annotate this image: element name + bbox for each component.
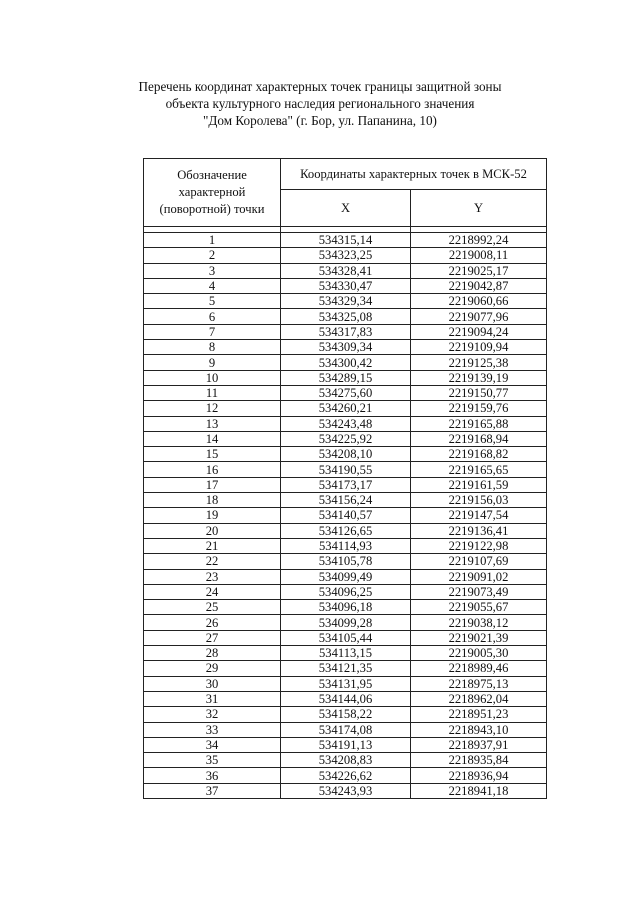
point-number-cell: 9 (144, 355, 281, 370)
y-coordinate-cell: 2218935,84 (411, 753, 547, 768)
point-number-cell: 3 (144, 263, 281, 278)
table-row (144, 294, 547, 309)
table-row (144, 477, 547, 492)
x-coordinate-cell: 534173,17 (281, 477, 411, 492)
x-coordinate-cell: 534096,25 (281, 584, 411, 599)
x-coordinate-cell: 534174,08 (281, 722, 411, 737)
x-coordinate-cell: 534191,13 (281, 737, 411, 752)
y-coordinate-cell: 2219094,24 (411, 324, 547, 339)
y-coordinate-cell: 2219161,59 (411, 477, 547, 492)
point-number-cell: 22 (144, 554, 281, 569)
title-line-3: "Дом Королева" (г. Бор, ул. Папанина, 10) (203, 113, 437, 128)
y-coordinate-cell: 2219165,88 (411, 416, 547, 431)
x-coordinate-cell: 534105,78 (281, 554, 411, 569)
title-line-1: Перечень координат характерных точек границы защитной зоны (138, 79, 502, 94)
table-row (144, 768, 547, 783)
y-coordinate-cell: 2219156,03 (411, 493, 547, 508)
x-coordinate-cell: 534158,22 (281, 707, 411, 722)
y-coordinate-cell: 2219139,19 (411, 370, 547, 385)
table-row (144, 737, 547, 752)
point-number-cell: 25 (144, 600, 281, 615)
point-number-cell: 11 (144, 385, 281, 400)
point-number-cell: 14 (144, 431, 281, 446)
x-coordinate-cell: 534260,21 (281, 401, 411, 416)
x-coordinate-cell: 534329,34 (281, 294, 411, 309)
x-coordinate-cell: 534323,25 (281, 248, 411, 263)
table-row (144, 722, 547, 737)
table-row (144, 600, 547, 615)
y-coordinate-cell: 2219042,87 (411, 278, 547, 293)
table-row (144, 508, 547, 523)
y-coordinate-cell: 2219073,49 (411, 584, 547, 599)
y-coordinate-cell: 2218937,91 (411, 737, 547, 752)
table-row (144, 661, 547, 676)
x-coordinate-cell: 534126,65 (281, 523, 411, 538)
x-coordinate-cell: 534289,15 (281, 370, 411, 385)
point-number-cell: 29 (144, 661, 281, 676)
x-coordinate-cell: 534317,83 (281, 324, 411, 339)
x-coordinate-cell: 534226,62 (281, 768, 411, 783)
coordinates-table (143, 158, 547, 799)
table-row (144, 278, 547, 293)
table-row (144, 416, 547, 431)
table-row (144, 523, 547, 538)
point-number-cell: 21 (144, 538, 281, 553)
x-coordinate-cell: 534121,35 (281, 661, 411, 676)
table-row (144, 263, 547, 278)
table-row (144, 493, 547, 508)
point-number-cell: 10 (144, 370, 281, 385)
x-coordinate-cell: 534140,57 (281, 508, 411, 523)
table-row (144, 753, 547, 768)
y-coordinate-cell: 2218943,10 (411, 722, 547, 737)
table-row (144, 691, 547, 706)
y-coordinate-cell: 2219060,66 (411, 294, 547, 309)
y-coordinate-cell: 2219147,54 (411, 508, 547, 523)
header-coordinates: Координаты характерных точек в МСК-52 (281, 159, 547, 190)
y-coordinate-cell: 2219005,30 (411, 646, 547, 661)
y-coordinate-cell: 2219025,17 (411, 263, 547, 278)
document-title (0, 78, 640, 129)
table-row (144, 630, 547, 645)
point-number-cell: 12 (144, 401, 281, 416)
y-coordinate-cell: 2219091,02 (411, 569, 547, 584)
table-row (144, 324, 547, 339)
y-coordinate-cell: 2219021,39 (411, 630, 547, 645)
point-number-cell: 24 (144, 584, 281, 599)
y-coordinate-cell: 2218989,46 (411, 661, 547, 676)
x-coordinate-cell: 534131,95 (281, 676, 411, 691)
table-row (144, 401, 547, 416)
x-coordinate-cell: 534190,55 (281, 462, 411, 477)
table-row (144, 385, 547, 400)
point-number-cell: 13 (144, 416, 281, 431)
point-number-cell: 7 (144, 324, 281, 339)
y-coordinate-cell: 2219125,38 (411, 355, 547, 370)
y-coordinate-cell: 2218936,94 (411, 768, 547, 783)
x-coordinate-cell: 534325,08 (281, 309, 411, 324)
x-coordinate-cell: 534208,10 (281, 447, 411, 462)
y-coordinate-cell: 2219055,67 (411, 600, 547, 615)
y-coordinate-cell: 2219122,98 (411, 538, 547, 553)
point-number-cell: 1 (144, 233, 281, 248)
table-row (144, 355, 547, 370)
y-coordinate-cell: 2219159,76 (411, 401, 547, 416)
x-coordinate-cell: 534328,41 (281, 263, 411, 278)
point-number-cell: 26 (144, 615, 281, 630)
table-row (144, 646, 547, 661)
y-coordinate-cell: 2219136,41 (411, 523, 547, 538)
x-coordinate-cell: 534330,47 (281, 278, 411, 293)
point-number-cell: 8 (144, 340, 281, 355)
x-coordinate-cell: 534096,18 (281, 600, 411, 615)
table-row (144, 309, 547, 324)
table-row (144, 676, 547, 691)
point-number-cell: 20 (144, 523, 281, 538)
y-coordinate-cell: 2219168,82 (411, 447, 547, 462)
y-coordinate-cell: 2219077,96 (411, 309, 547, 324)
y-coordinate-cell: 2218941,18 (411, 783, 547, 798)
y-coordinate-cell: 2219107,69 (411, 554, 547, 569)
point-number-cell: 17 (144, 477, 281, 492)
x-coordinate-cell: 534099,49 (281, 569, 411, 584)
x-coordinate-cell: 534105,44 (281, 630, 411, 645)
x-coordinate-cell: 534113,15 (281, 646, 411, 661)
y-coordinate-cell: 2218951,23 (411, 707, 547, 722)
x-coordinate-cell: 534309,34 (281, 340, 411, 355)
point-number-cell: 32 (144, 707, 281, 722)
point-number-cell: 28 (144, 646, 281, 661)
table-body (144, 233, 547, 799)
y-coordinate-cell: 2219168,94 (411, 431, 547, 446)
point-number-cell: 15 (144, 447, 281, 462)
x-coordinate-cell: 534243,93 (281, 783, 411, 798)
y-coordinate-cell: 2219038,12 (411, 615, 547, 630)
header-point-designation: Обозначение характерной (поворотной) точки (144, 159, 281, 227)
point-number-cell: 2 (144, 248, 281, 263)
table-row (144, 783, 547, 798)
x-coordinate-cell: 534156,24 (281, 493, 411, 508)
table-row (144, 554, 547, 569)
point-number-cell: 23 (144, 569, 281, 584)
point-number-cell: 31 (144, 691, 281, 706)
y-coordinate-cell: 2218975,13 (411, 676, 547, 691)
header-y: Y (411, 190, 547, 227)
point-number-cell: 35 (144, 753, 281, 768)
point-number-cell: 37 (144, 783, 281, 798)
table-row (144, 707, 547, 722)
y-coordinate-cell: 2219109,94 (411, 340, 547, 355)
table-row (144, 447, 547, 462)
x-coordinate-cell: 534243,48 (281, 416, 411, 431)
y-coordinate-cell: 2218962,04 (411, 691, 547, 706)
x-coordinate-cell: 534300,42 (281, 355, 411, 370)
x-coordinate-cell: 534275,60 (281, 385, 411, 400)
x-coordinate-cell: 534315,14 (281, 233, 411, 248)
table-row (144, 584, 547, 599)
table-row (144, 538, 547, 553)
point-number-cell: 6 (144, 309, 281, 324)
table-row (144, 370, 547, 385)
table-row (144, 615, 547, 630)
point-number-cell: 33 (144, 722, 281, 737)
y-coordinate-cell: 2219165,65 (411, 462, 547, 477)
x-coordinate-cell: 534225,92 (281, 431, 411, 446)
point-number-cell: 27 (144, 630, 281, 645)
point-number-cell: 16 (144, 462, 281, 477)
y-coordinate-cell: 2218992,24 (411, 233, 547, 248)
table-row (144, 462, 547, 477)
x-coordinate-cell: 534099,28 (281, 615, 411, 630)
table-row (144, 569, 547, 584)
table-row (144, 431, 547, 446)
x-coordinate-cell: 534208,83 (281, 753, 411, 768)
point-number-cell: 5 (144, 294, 281, 309)
y-coordinate-cell: 2219150,77 (411, 385, 547, 400)
table-row (144, 248, 547, 263)
y-coordinate-cell: 2219008,11 (411, 248, 547, 263)
point-number-cell: 36 (144, 768, 281, 783)
x-coordinate-cell: 534114,93 (281, 538, 411, 553)
point-number-cell: 30 (144, 676, 281, 691)
table-row (144, 233, 547, 248)
point-number-cell: 4 (144, 278, 281, 293)
point-number-cell: 19 (144, 508, 281, 523)
point-number-cell: 34 (144, 737, 281, 752)
table-row (144, 340, 547, 355)
title-line-2: объекта культурного наследия регионального значения (165, 96, 475, 111)
header-x: X (281, 190, 411, 227)
x-coordinate-cell: 534144,06 (281, 691, 411, 706)
point-number-cell: 18 (144, 493, 281, 508)
